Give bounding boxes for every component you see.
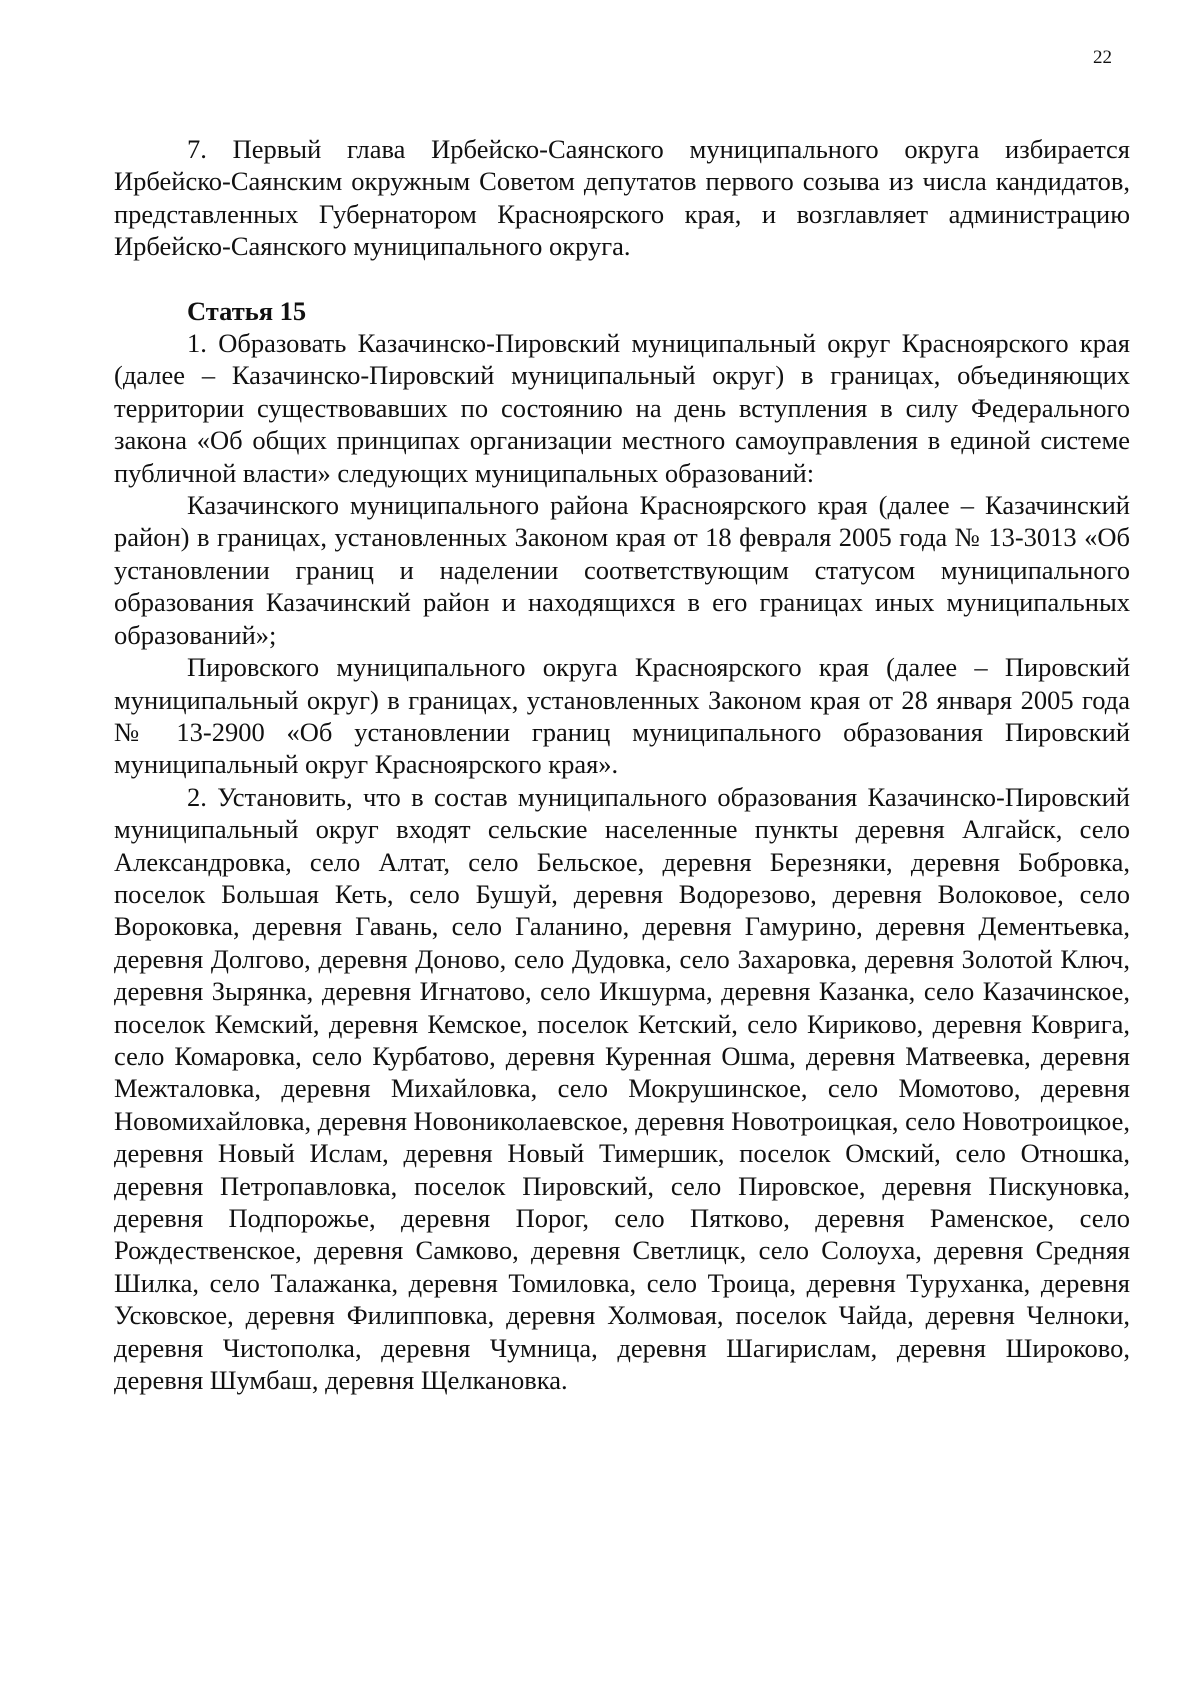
paragraph-7: 7. Первый глава Ирбейско-Саянского муниципального округа избирается Ирбейско-Саянским окружным Советом депутатов первого созыва из числа кандидатов, представленных Губернатором Красноярского края, и возглавляет администрацию Ирбейско-Саянского муниципального округа. [114, 134, 1130, 262]
article-paragraph-2: 2. Установить, что в состав муниципального образования Казачинско-Пировский муниципальный округ входят сельские населенные пункты деревня Алгайск, село Александровка, село Алтат, село Бельское, деревня Березняки, деревня Бобровка, поселок Большая Кеть, село Бушуй, деревня Водорезово, деревня Волоковое, село Вороковка, деревня Гавань, село Галанино, деревня Гамурино, деревня Дементьевка, деревня Долгово, деревня Доново, село Дудовка, село Захаровка, деревня Золотой Ключ, деревня Зырянка, деревня Игнатово, село Икшурма, деревня Казанка, село Казачинское, поселок Кемский, деревня Кемское, поселок Кетский, село Кириково, деревня Коврига, село Комаровка, село Курбатово, деревня Куренная Ошма, деревня Матвеевка, деревня Межталовка, деревня Михайловка, село Мокрушинское, село Момотово, деревня Новомихайловка, деревня Новониколаевское, деревня Новотроицкая, село Новотроицкое, деревня Новый Ислам, деревня Новый Тимершик, поселок Омский, село Отношка, деревня Петропавловка, поселок Пировский, село Пировское, деревня Пискуновка, деревня Подпорожье, деревня Порог, село Пятково, деревня Раменское, село Рождественское, деревня Самково, деревня Светлицк, село Солоуха, деревня Средняя Шилка, село Талажанка, деревня Томиловка, село Троица, деревня Туруханка, деревня Усковское, деревня Филипповка, деревня Холмовая, поселок Чайда, деревня Челноки, деревня Чистополка, деревня Чумница, деревня Шагирислам, деревня Широково, деревня Шумбаш, деревня Щелкановка. [114, 781, 1130, 1396]
article-paragraph-pirovsky: Пировского муниципального округа Красноярского края (далее – Пировский муниципальный округ) в границах, установленных Законом края от 28 января 2005 года № 13-2900 «Об установлении границ муниципального образования Пировский муниципальный округ Красноярского края». [114, 652, 1130, 780]
document-body [114, 133, 1130, 1396]
article-heading: Статья 15 [187, 295, 307, 326]
article-paragraph-1: 1. Образовать Казачинско-Пировский муниципальный округ Красноярского края (далее – Казачинско-Пировский муниципальный округ) в границах, объединяющих территории существовавших по состоянию на день вступления в силу Федерального закона «Об общих принципах организации местного самоуправления в единой системе публичной власти» следующих муниципальных образований: [114, 328, 1130, 488]
article-paragraph-kazachinsky: Казачинского муниципального района Красноярского края (далее – Казачинский район) в границах, установленных Законом края от 18 февраля 2005 года № 13-3013 «Об установлении границ и наделении соответствующим статусом муниципального образования Казачинский район и находящихся в его границах иных муниципальных образований»; [114, 490, 1130, 650]
page-number: 22 [1093, 47, 1112, 68]
